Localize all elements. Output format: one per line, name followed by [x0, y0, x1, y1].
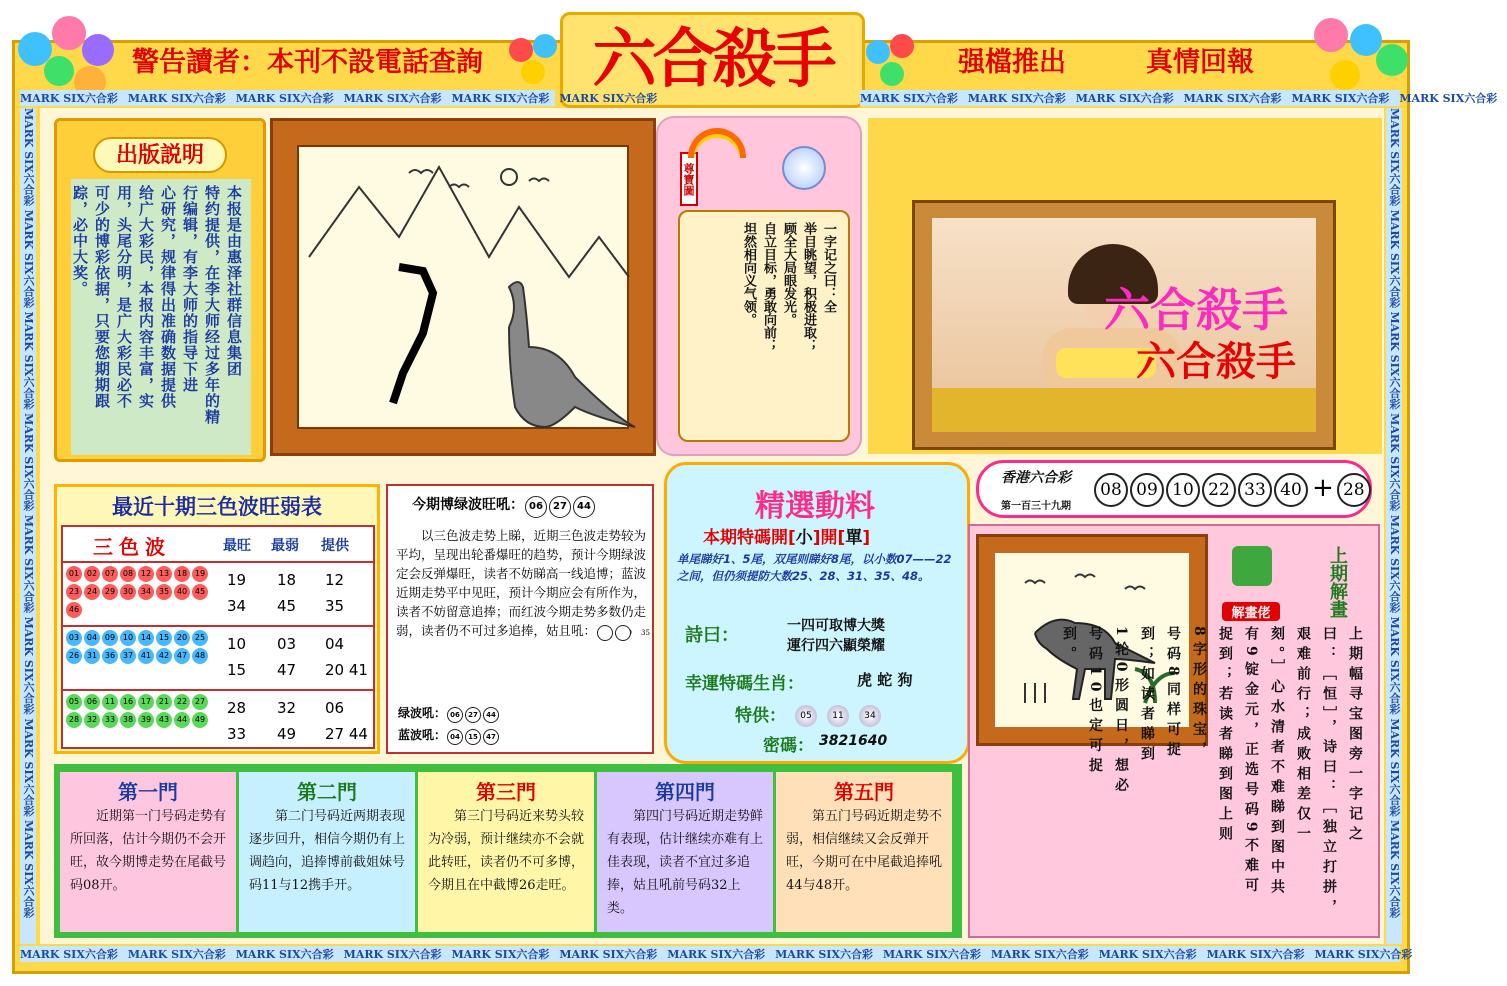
wave-ball: 12 [138, 566, 154, 582]
warning-text: 警告讀者：本刊不設電話查詢 [132, 47, 483, 78]
wave-ball: 35 [156, 584, 172, 600]
wave-balls [65, 629, 215, 665]
wave-min: 49 [277, 725, 297, 743]
slogan-right: 真情回報 [1146, 47, 1254, 78]
wave-ball: 18 [174, 566, 190, 582]
wave-ball: 17 [138, 694, 154, 710]
number-ball: 27 [549, 496, 571, 518]
border-stripe-right: MARK SIX六合彩 MARK SIX六合彩 MARK SIX六合彩 MARK SIX六合彩 MARK SIX六合彩 MARK SIX六合彩 MARK SIX六合彩 MARK SIX六合彩 [1386, 108, 1402, 944]
scroll-text [738, 222, 838, 432]
publication-heading: 出版説明 [93, 137, 227, 173]
result-number: 40 [1274, 473, 1308, 507]
wave-ball: 13 [156, 566, 172, 582]
last-issue-line: 到；如读者睇到 [1139, 626, 1155, 766]
wave-ball: 05 [66, 694, 82, 710]
wave-max: 15 [227, 661, 247, 679]
result-number: 08 [1094, 473, 1128, 507]
scroll-badge: 尊寶圖 [680, 152, 698, 206]
last-issue-panel [968, 524, 1380, 938]
scroll-line: 自立目标，勇敢向前； [761, 222, 776, 352]
wave-ball: 49 [192, 712, 208, 728]
result-number: 10 [1166, 473, 1200, 507]
door-text: 第二门号码近两期表现逐步回升，相信今期仍有上调趋向，追捧博前截姐妹号码11与12携手开。 [249, 809, 406, 893]
wave-max: 28 [227, 699, 247, 717]
wave-ball: 22 [174, 694, 190, 710]
draw-period: 第一百三十九期 [1001, 501, 1071, 512]
draw-label: 香港六合彩 [1001, 470, 1071, 486]
col-pick: 提供 [321, 538, 349, 554]
result-number: 22 [1202, 473, 1236, 507]
wave-ball: 04 [84, 630, 100, 646]
wave-ball: 23 [66, 584, 82, 600]
publication-line: 本报是由惠泽社群信息集团 [225, 185, 243, 377]
wave-ball: 01 [66, 566, 82, 582]
supply-number: 05 [795, 705, 817, 727]
door-text: 第五门号码近期走势不弱，相信继续又会反弹开旺，今期可在中尾截追捧吼44与48开。 [786, 809, 943, 893]
wave-ball: 16 [120, 694, 136, 710]
publication-line: 给广大彩民，本报内容丰富，实 [137, 185, 155, 409]
publication-line: 踪，必中大奖。 [71, 185, 89, 297]
last-issue-heading: 上期解畫 [1327, 546, 1348, 618]
number-ball: 15 [465, 729, 481, 745]
number-ball: 06 [525, 496, 547, 518]
wave-ball: 42 [156, 648, 172, 664]
wave-ball: 28 [66, 712, 82, 728]
crystal-ball-icon [782, 146, 826, 190]
last-issue-line: 上期幅寻宝图旁一字记之 [1347, 626, 1363, 846]
wave-ball: 06 [84, 694, 100, 710]
last-issue-line: 到。 [1061, 626, 1077, 666]
door-title: 第三門 [476, 780, 536, 804]
wave-ball: 14 [138, 630, 154, 646]
wave-min: 03 [277, 635, 297, 653]
col-max: 最旺 [223, 538, 251, 554]
publication-line: 用，头尾分明，是广大彩民必不 [115, 185, 133, 409]
number-ball: 04 [447, 729, 463, 745]
last-issue-line: 捉到；若读者睇到图上则 [1217, 626, 1233, 846]
wave-ball: 09 [102, 630, 118, 646]
wave-ball: 39 [138, 712, 154, 728]
door-2 [239, 772, 415, 932]
wave-ball: 33 [102, 712, 118, 728]
last-issue-text [1056, 626, 1368, 926]
publication-body [71, 179, 251, 455]
overlay-title-1: 六合殺手 [1104, 283, 1288, 337]
wave-ball: 19 [192, 566, 208, 582]
wave-ball: 38 [120, 712, 136, 728]
wave-max: 34 [227, 597, 247, 615]
featured-panel [664, 462, 970, 764]
door-title: 第一門 [118, 780, 178, 804]
publication-notice [54, 118, 266, 462]
wave-max: 33 [227, 725, 247, 743]
photo-panel [868, 118, 1382, 454]
wave-max: 19 [227, 571, 247, 589]
green-wave-heading: 今期博绿波旺吼： 06 27 44 [412, 494, 596, 518]
special-number: 28 [1337, 473, 1371, 507]
scroll-line: 举目眺望，积极进取； [801, 222, 816, 352]
wave-min: 32 [277, 699, 297, 717]
door-title: 第二門 [297, 780, 357, 804]
wave-row-red [63, 561, 373, 625]
plus-sign: + [1312, 473, 1334, 503]
last-issue-line: 艰难前行；成败相差仅一 [1295, 626, 1311, 846]
door-title: 第四門 [655, 780, 715, 804]
door-5 [776, 772, 952, 932]
wave-ball: 36 [102, 648, 118, 664]
special-parity: 本期特碼開[小]開[單] [703, 528, 871, 548]
blue-wave-pick: 蓝波吼： 04 15 47 [398, 726, 500, 745]
scroll-line: 顾全大局眼发光。 [781, 222, 796, 326]
password-value: 3821640 [819, 733, 888, 749]
door-1 [60, 772, 236, 932]
last-issue-line: 号码10也定可捉 [1087, 626, 1103, 778]
wave-table-panel [54, 484, 380, 754]
scroll-line: 坦然相向义气领。 [741, 222, 756, 326]
supply-number: 34 [859, 705, 881, 727]
door-text: 第四门号码近期走势鲜有表现，估计继续亦难有上佳表现，读者不宜过多追捧，姑且吼前号码32上类。 [607, 809, 764, 916]
wave-ball: 03 [66, 630, 82, 646]
wave-pick: 06 [325, 699, 345, 717]
wave-ball: 40 [174, 584, 190, 600]
wave-ball: 07 [102, 566, 118, 582]
wave-ball: 46 [66, 602, 82, 618]
last-issue-line: 有9锭金元，正选号码9不难可 [1243, 626, 1259, 898]
wave-min: 18 [277, 571, 297, 589]
riddle-picture-frame [270, 118, 656, 456]
wave-ball: 31 [84, 648, 100, 664]
green-wave-body: 以三色波走势上睇，近期三色波走势较为平均，呈现出轮番爆旺的趋势，预计今期绿波定会反弹爆旺，读者不妨睇高一线追博；蓝波近期走势平中见旺，预计今期应会有所作为，读者不妨留意追捧；而红波今期走势多数仍走弱，读者仍不可过多追捧，姑且吼： 35 [396, 526, 648, 641]
zodiac-label: 幸運特碼生肖： [685, 674, 804, 694]
number-ball: 06 [447, 707, 463, 723]
wave-balls [65, 693, 215, 729]
wave-pick: 35 [325, 597, 345, 615]
last-issue-badge: 解畫佬 [1222, 602, 1280, 621]
wave-ball: 29 [102, 584, 118, 600]
number-ball: 47 [483, 729, 499, 745]
wave-ball: 44 [174, 712, 190, 728]
publication-line: 心研究，规律得出准确数据提供 [159, 185, 177, 409]
publication-line: 可少的博彩依据，只要您期期跟 [93, 185, 111, 409]
wave-ball: 45 [192, 584, 208, 600]
number-ball: 44 [483, 707, 499, 723]
masthead-title: 六合殺手 [560, 12, 865, 108]
wave-ball: 11 [102, 694, 118, 710]
last-issue-line: 号码8同样可捉 [1165, 626, 1181, 762]
special-supply-numbers [795, 703, 891, 727]
draw-result-bar [976, 460, 1372, 518]
wave-max: 10 [227, 635, 247, 653]
publication-line: 行编辑，有李大师的指导下进 [181, 185, 199, 393]
overlay-title-2: 六合殺手 [1136, 338, 1296, 385]
door-3 [418, 772, 594, 932]
wave-ball: 08 [120, 566, 136, 582]
wave-ball: 20 [174, 630, 190, 646]
wave-pick: 04 [325, 635, 345, 653]
publication-line: 特约提供，在李大师经过多年的精 [203, 185, 221, 425]
wave-ball: 24 [84, 584, 100, 600]
wave-ball: 02 [84, 566, 100, 582]
wave-ball: 43 [156, 712, 172, 728]
publication-text [69, 185, 245, 449]
wave-balls [65, 565, 215, 619]
wave-ball: 41 [138, 648, 154, 664]
special-supply-label: 特供： [735, 706, 786, 726]
zodiac-values: 虎 蛇 狗 [857, 671, 913, 689]
wave-table-title: 最近十期三色波旺弱表 [112, 494, 322, 519]
scroll-panel [656, 116, 862, 456]
balloon-cluster-left [8, 4, 118, 104]
slogan-left: 强檔推出 [958, 47, 1066, 78]
wave-min: 47 [277, 661, 297, 679]
wave-ball: 34 [138, 584, 154, 600]
green-wave-pick: 绿波吼： 06 27 44 [398, 704, 500, 723]
col-wave: 三色波 [93, 535, 171, 559]
wave-ball: 48 [192, 648, 208, 664]
wave-ball: 10 [120, 630, 136, 646]
riddle-picture [299, 147, 629, 429]
balloon-cluster-right [1304, 4, 1414, 104]
col-min: 最弱 [271, 538, 299, 554]
wave-ball: 26 [66, 648, 82, 664]
border-stripe-top-right: MARK SIX六合彩 MARK SIX六合彩 MARK SIX六合彩 MARK SIX六合彩 MARK SIX六合彩 MARK SIX六合彩 [860, 92, 1498, 105]
last-issue-line: 刻。］心水清者不难睇到图中共 [1269, 626, 1285, 899]
border-stripe-top-left: MARK SIX六合彩 MARK SIX六合彩 MARK SIX六合彩 MARK SIX六合彩 MARK SIX六合彩 MARK SIX六合彩 [20, 92, 658, 105]
wave-rows [63, 561, 373, 753]
poem-label: 詩曰： [685, 625, 739, 646]
poem-line-1: 一四可取博大獎 [787, 618, 885, 634]
book-icon [1232, 546, 1272, 586]
scroll-line: 一字记之曰：全 [821, 222, 836, 313]
draw-numbers [1093, 473, 1371, 507]
border-stripe-left: MARK SIX六合彩 MARK SIX六合彩 MARK SIX六合彩 MARK SIX六合彩 MARK SIX六合彩 MARK SIX六合彩 MARK SIX六合彩 MARK SIX六合彩 [20, 108, 36, 944]
result-number: 09 [1130, 473, 1164, 507]
last-issue-line: 曰：［恒］，诗曰：［独立打拼， [1321, 626, 1337, 919]
scroll-paper [678, 210, 850, 442]
wave-ball: 37 [120, 648, 136, 664]
tail-text: 单尾睇好1、5尾，双尾则睇好8尾，以小数07——22之间，但仍须提防大数25、28、31、35、48。 [677, 552, 952, 583]
wave-ball: 47 [174, 648, 190, 664]
last-issue-line: 8字形的珠宝， [1191, 626, 1207, 762]
number-ball: 44 [573, 496, 595, 518]
result-number: 33 [1238, 473, 1272, 507]
wave-min: 45 [277, 597, 297, 615]
wave-ball: 27 [192, 694, 208, 710]
number-ball: 27 [465, 707, 481, 723]
number-ball: 35 [615, 625, 631, 641]
door-4 [597, 772, 773, 932]
wave-row-blue [63, 625, 373, 689]
door-text: 近期第一门号码走势有所回落，估计今期仍不会开旺，故今期博走势在尾截号码08开。 [70, 809, 227, 893]
door-title: 第五門 [834, 780, 894, 804]
doors-panel [54, 764, 962, 938]
rainbow-icon [688, 128, 746, 158]
border-stripe-bottom: MARK SIX六合彩 MARK SIX六合彩 MARK SIX六合彩 MARK SIX六合彩 MARK SIX六合彩 MARK SIX六合彩 MARK SIX六合彩 MARK SIX六合彩 MARK SIX六合彩 MARK SIX六合彩 MARK SIX六合彩 MARK SIX六合彩 MARK SIX六合彩 [20, 948, 1413, 961]
poem-line-2: 運行四六顯榮耀 [787, 638, 885, 654]
featured-title: 精選動料 [755, 489, 875, 524]
wave-row-green [63, 689, 373, 753]
wave-pick: 20 41 [325, 661, 368, 679]
wave-ball: 21 [156, 694, 172, 710]
wave-ball: 25 [192, 630, 208, 646]
supply-number: 11 [827, 705, 849, 727]
wave-pick: 27 44 [325, 725, 368, 743]
password-label: 密碼： [763, 736, 814, 756]
wave-pick: 12 [325, 571, 345, 589]
green-wave-panel [386, 484, 654, 754]
last-issue-line: 1轮0形圆日，想必 [1113, 626, 1129, 798]
number-ball [597, 625, 613, 641]
wave-ball: 15 [156, 630, 172, 646]
wave-ball: 32 [84, 712, 100, 728]
wave-ball: 30 [120, 584, 136, 600]
door-text: 第三门号码近来势头较为冷弱，预计继续亦不会就此转旺，读者仍不可多博，今期且在中截博26走旺。 [428, 809, 585, 893]
